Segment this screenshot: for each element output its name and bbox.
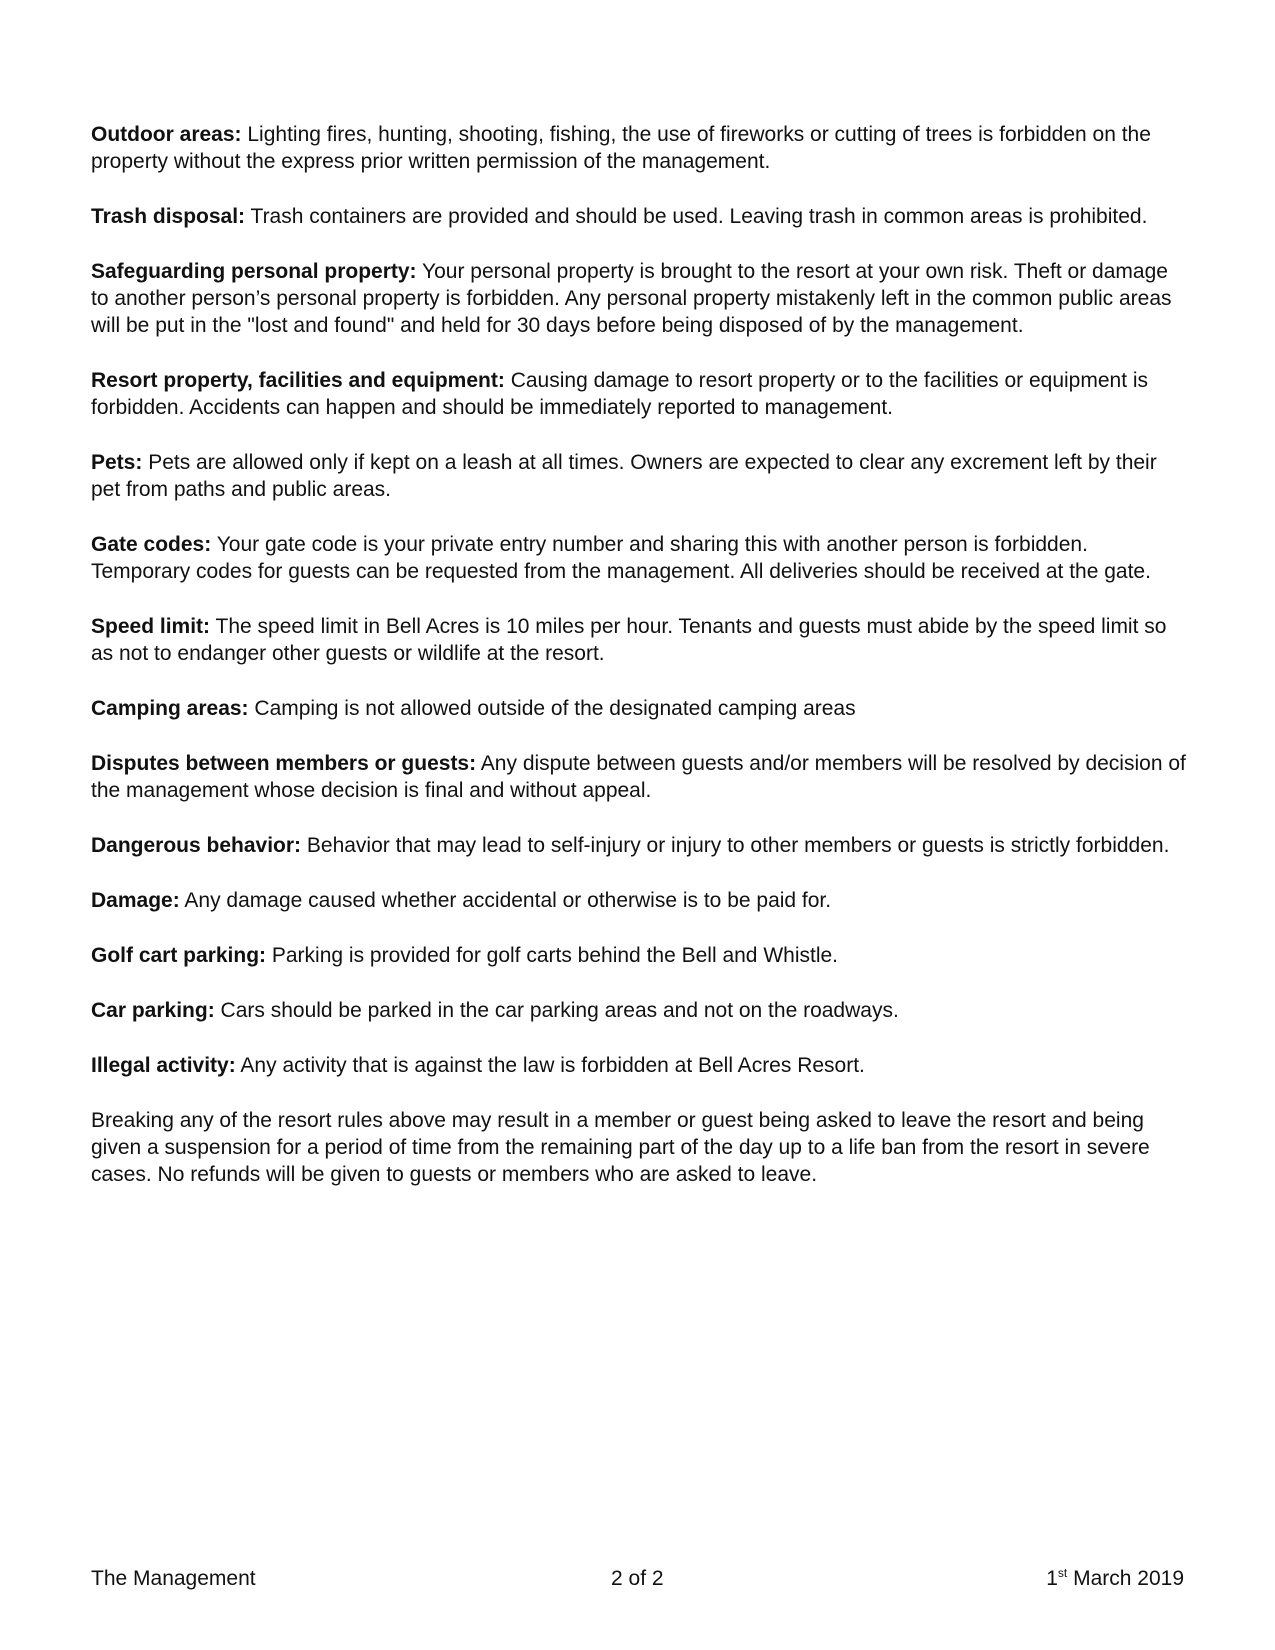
rule-text: Pets are allowed only if kept on a leash at all times. Owners are expected to clear any excrement left by their pet from paths and public areas. xyxy=(91,451,1157,501)
footer-date-day: 1 xyxy=(1046,1567,1058,1590)
rule-label: Car parking: xyxy=(91,999,215,1022)
rule-disputes xyxy=(91,750,1191,804)
rule-text: Lighting fires, hunting, shooting, fishing, the use of fireworks or cutting of trees is forbidden on the property without the express prior written permission of the management. xyxy=(91,123,1151,173)
rule-pets xyxy=(91,449,1191,503)
rule-label: Camping areas: xyxy=(91,697,249,720)
rule-label: Pets: xyxy=(91,451,143,474)
rule-text: Any dispute between guests and/or members will be resolved by decision of the management whose decision is final and without appeal. xyxy=(91,752,1186,802)
rule-label: Speed limit: xyxy=(91,615,211,638)
rule-text: Any damage caused whether accidental or otherwise is to be paid for. xyxy=(184,889,832,912)
page-footer xyxy=(91,1565,1184,1595)
rule-text: Causing damage to resort property or to the facilities or equipment is forbidden. Accidents can happen and should be immediately reported to management. xyxy=(91,369,1149,419)
closing-paragraph: Breaking any of the resort rules above may result in a member or guest being asked to leave the resort and being given a suspension for a period of time from the remaining part of the day up to a life ban from the resort in severe cases. No refunds will be given to guests or members who are asked to leave. xyxy=(91,1109,1150,1186)
rule-text: Any activity that is against the law is forbidden at Bell Acres Resort. xyxy=(240,1054,865,1077)
rule-label: Outdoor areas: xyxy=(91,123,242,146)
rule-car-parking xyxy=(91,997,1191,1024)
rule-outdoor-areas xyxy=(91,121,1191,175)
rule-dangerous-behavior xyxy=(91,832,1191,859)
rule-label: Damage: xyxy=(91,889,180,912)
footer-author: The Management xyxy=(91,1567,256,1590)
rule-label: Dangerous behavior: xyxy=(91,834,302,857)
rule-label: Resort property, facilities and equipment: xyxy=(91,369,505,392)
rule-speed-limit xyxy=(91,613,1191,667)
rule-text: The speed limit in Bell Acres is 10 miles per hour. Tenants and guests must abide by the speed limit so as not to endanger other guests or wildlife at the resort. xyxy=(91,615,1167,665)
rule-text: Behavior that may lead to self-injury or injury to other members or guests is strictly forbidden. xyxy=(306,834,1170,857)
footer-page-number: 2 of 2 xyxy=(611,1567,664,1590)
rule-label: Trash disposal: xyxy=(91,205,246,228)
rule-text: Parking is provided for golf carts behind the Bell and Whistle. xyxy=(271,944,839,967)
rule-label: Gate codes: xyxy=(91,533,212,556)
rule-camping-areas xyxy=(91,695,1191,722)
rule-label: Disputes between members or guests: xyxy=(91,752,477,775)
rule-label: Golf cart parking: xyxy=(91,944,267,967)
rule-text: Trash containers are provided and should be used. Leaving trash in common areas is prohibited. xyxy=(250,205,1148,228)
footer-date-suffix: st xyxy=(1057,1566,1068,1580)
rule-resort-property xyxy=(91,367,1191,421)
rules-list xyxy=(91,121,1191,1188)
rule-label: Safeguarding personal property: xyxy=(91,260,417,283)
rule-text: Your gate code is your private entry number and sharing this with another person is forbidden. Temporary codes for guests can be requested from the management. All deliveries should be received at the gate. xyxy=(91,533,1151,583)
rule-text: Cars should be parked in the car parking areas and not on the roadways. xyxy=(220,999,899,1022)
footer-date-rest: March 2019 xyxy=(1067,1567,1184,1590)
rule-text: Camping is not allowed outside of the designated camping areas xyxy=(254,697,856,720)
rule-trash-disposal xyxy=(91,203,1191,230)
footer-date xyxy=(1046,1565,1184,1593)
rule-text: Your personal property is brought to the resort at your own risk. Theft or damage to another person’s personal property is forbidden. Any personal property mistakenly left in the common public areas will be put in the "lost and found" and held for 30 days before being disposed of by the management. xyxy=(91,260,1172,337)
rule-damage xyxy=(91,887,1191,914)
rule-golf-cart-parking xyxy=(91,942,1191,969)
rule-label: Illegal activity: xyxy=(91,1054,236,1077)
rule-safeguarding-personal-property xyxy=(91,258,1191,339)
rule-gate-codes xyxy=(91,531,1191,585)
rule-illegal-activity xyxy=(91,1052,1191,1079)
